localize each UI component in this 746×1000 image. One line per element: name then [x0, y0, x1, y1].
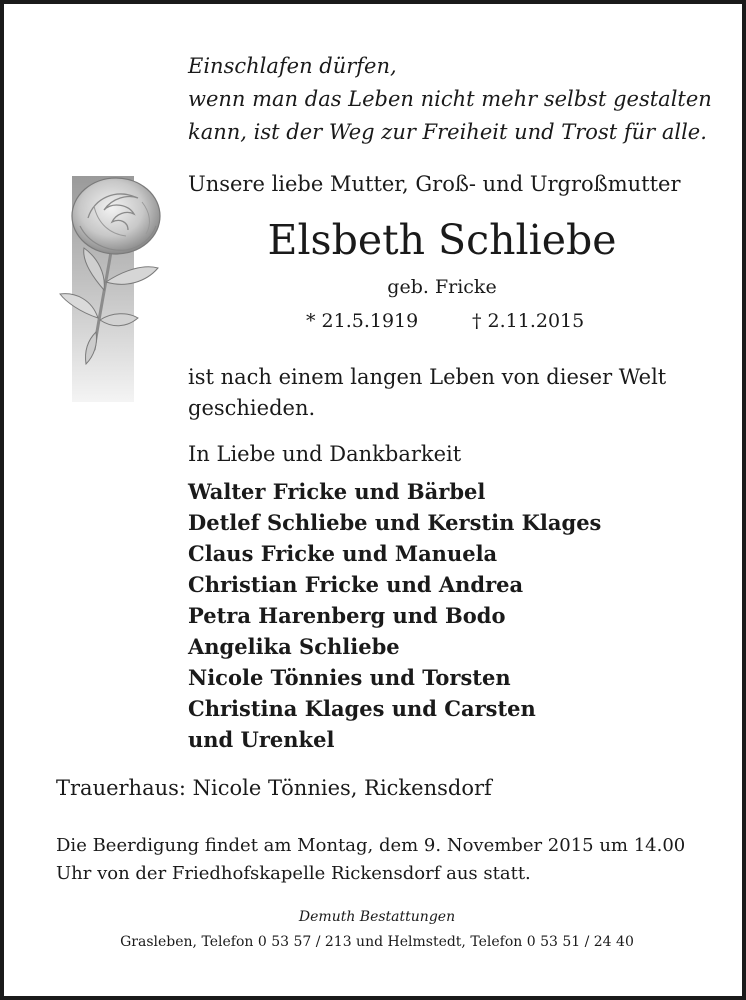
statement	[188, 362, 666, 424]
list-item: Angelika Schliebe	[188, 634, 400, 659]
poem-line: kann, ist der Weg zur Freiheit und Trost für alle.	[188, 120, 707, 144]
list-item: Christian Fricke und Andrea	[188, 572, 524, 597]
list-item: Christina Klages und Carsten	[188, 696, 536, 721]
birth-date: * 21.5.1919	[306, 310, 419, 332]
statement-line: geschieden.	[188, 396, 316, 420]
statement-line: ist nach einem langen Leben von dieser Welt	[188, 365, 667, 389]
funeral-line: Uhr von der Friedhofskapelle Rickensdorf aus statt.	[56, 863, 531, 884]
list-item: Nicole Tönnies und Torsten	[188, 665, 511, 690]
list-item: Petra Harenberg und Bodo	[188, 603, 506, 628]
list-item: Walter Fricke und Bärbel	[188, 479, 486, 504]
mourners-list	[188, 476, 601, 755]
death-date: † 2.11.2015	[472, 310, 585, 332]
list-item: und Urenkel	[188, 727, 335, 752]
poem-line: Einschlafen dürfen,	[188, 54, 397, 78]
undertaker-contact: Grasleben, Telefon 0 53 57 / 213 und Helmstedt, Telefon 0 53 51 / 24 40	[120, 934, 634, 950]
dedication: In Liebe und Dankbarkeit	[188, 442, 462, 466]
funeral-line: Die Beerdigung findet am Montag, dem 9. November 2015 um 14.00	[56, 835, 686, 856]
list-item: Detlef Schliebe und Kerstin Klages	[188, 510, 602, 535]
undertaker-name: Demuth Bestattungen	[298, 909, 456, 925]
maiden-name: geb. Fricke	[387, 276, 497, 298]
intro-line: Unsere liebe Mutter, Groß- und Urgroßmutter	[188, 172, 681, 196]
deceased-name: Elsbeth Schliebe	[267, 216, 617, 264]
list-item: Claus Fricke und Manuela	[188, 541, 498, 566]
house-of-mourning: Trauerhaus: Nicole Tönnies, Rickensdorf	[56, 776, 492, 800]
funeral-info	[56, 832, 685, 888]
poem	[188, 50, 712, 149]
poem-line: wenn man das Leben nicht mehr selbst gestalten	[188, 87, 712, 111]
